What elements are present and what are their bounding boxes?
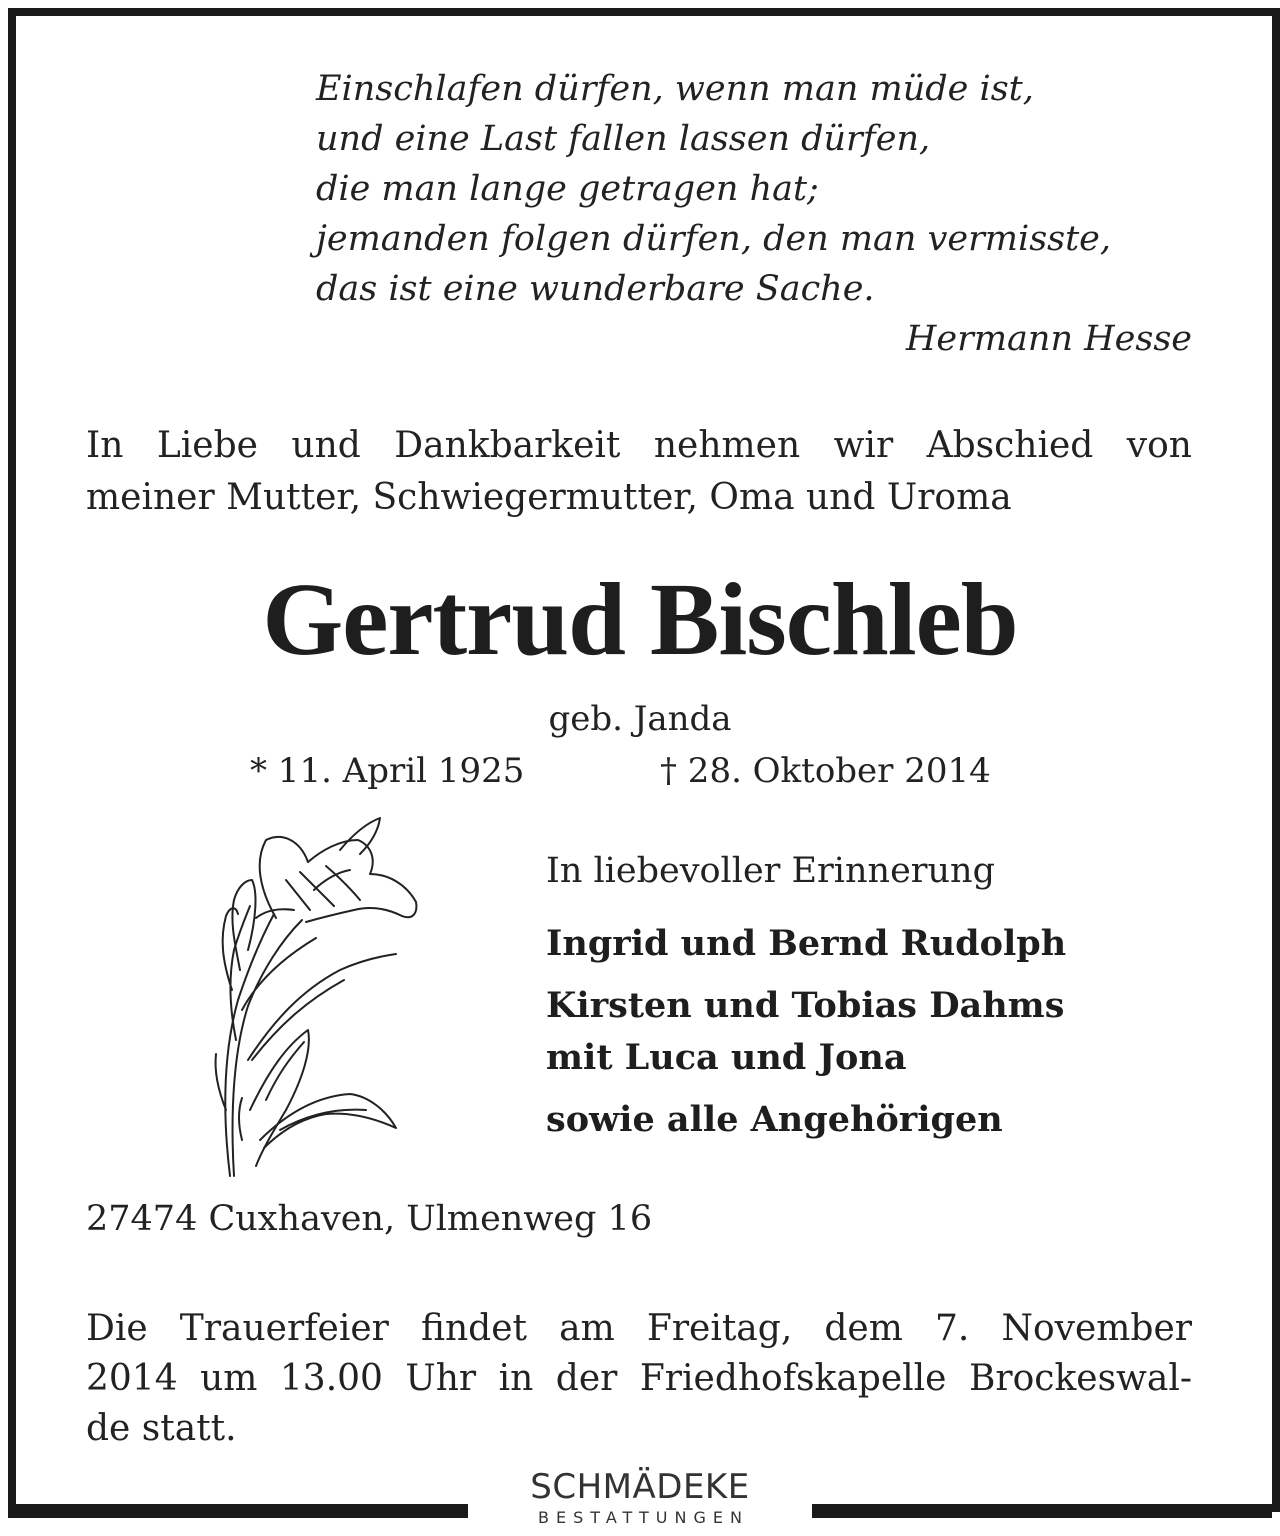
lily-flower-icon (190, 810, 430, 1180)
mourner-entry: mit Luca und Jona (546, 1037, 907, 1078)
farewell-intro (86, 420, 1192, 524)
intro-line: In Liebe und Dankbarkeit nehmen wir Abschied von (86, 425, 1192, 466)
funeral-home-logo (470, 1466, 810, 1528)
logo-name: SCHMÄDEKE (530, 1467, 750, 1507)
mourners-list (546, 918, 1066, 1146)
poem-line: das ist eine wunderbare Sache. (316, 269, 875, 309)
poem-line: jemanden folgen dürfen, den man vermisste, (316, 219, 1112, 259)
maiden-name: geb. Janda (548, 699, 732, 739)
service-line: de statt. (86, 1408, 237, 1449)
death-date: † 28. Oktober 2014 (660, 751, 991, 791)
bottom-rule-left (8, 1504, 468, 1518)
service-line: Die Trauerfeier findet am Freitag, dem 7. November (86, 1308, 1192, 1349)
poem-line: und eine Last fallen lassen dürfen, (316, 119, 931, 159)
birth-date: * 11. April 1925 (250, 751, 525, 791)
intro-line: meiner Mutter, Schwiegermutter, Oma und Uroma (86, 477, 1012, 518)
logo-subtitle: BESTATTUNGEN (538, 1508, 749, 1527)
mourner-entry: Ingrid und Bernd Rudolph (546, 923, 1067, 964)
service-line: 2014 um 13.00 Uhr in der Friedhofskapelle Brockeswal- (86, 1358, 1192, 1399)
memory-heading: In liebevoller Erinnerung (546, 851, 996, 891)
poem-line: die man lange getragen hat; (316, 169, 819, 209)
family-address: 27474 Cuxhaven, Ulmenweg 16 (86, 1199, 653, 1239)
poem-line: Einschlafen dürfen, wenn man müde ist, (316, 69, 1034, 109)
poem-quote (316, 64, 1192, 364)
mourner-entry: Kirsten und Tobias Dahms (546, 985, 1065, 1026)
funeral-service-info (86, 1304, 1192, 1454)
deceased-name: Gertrud Bischleb (262, 562, 1018, 677)
bottom-rule-right (812, 1504, 1272, 1518)
poem-author: Hermann Hesse (905, 319, 1192, 359)
mourner-entry: sowie alle Angehörigen (546, 1099, 1003, 1140)
